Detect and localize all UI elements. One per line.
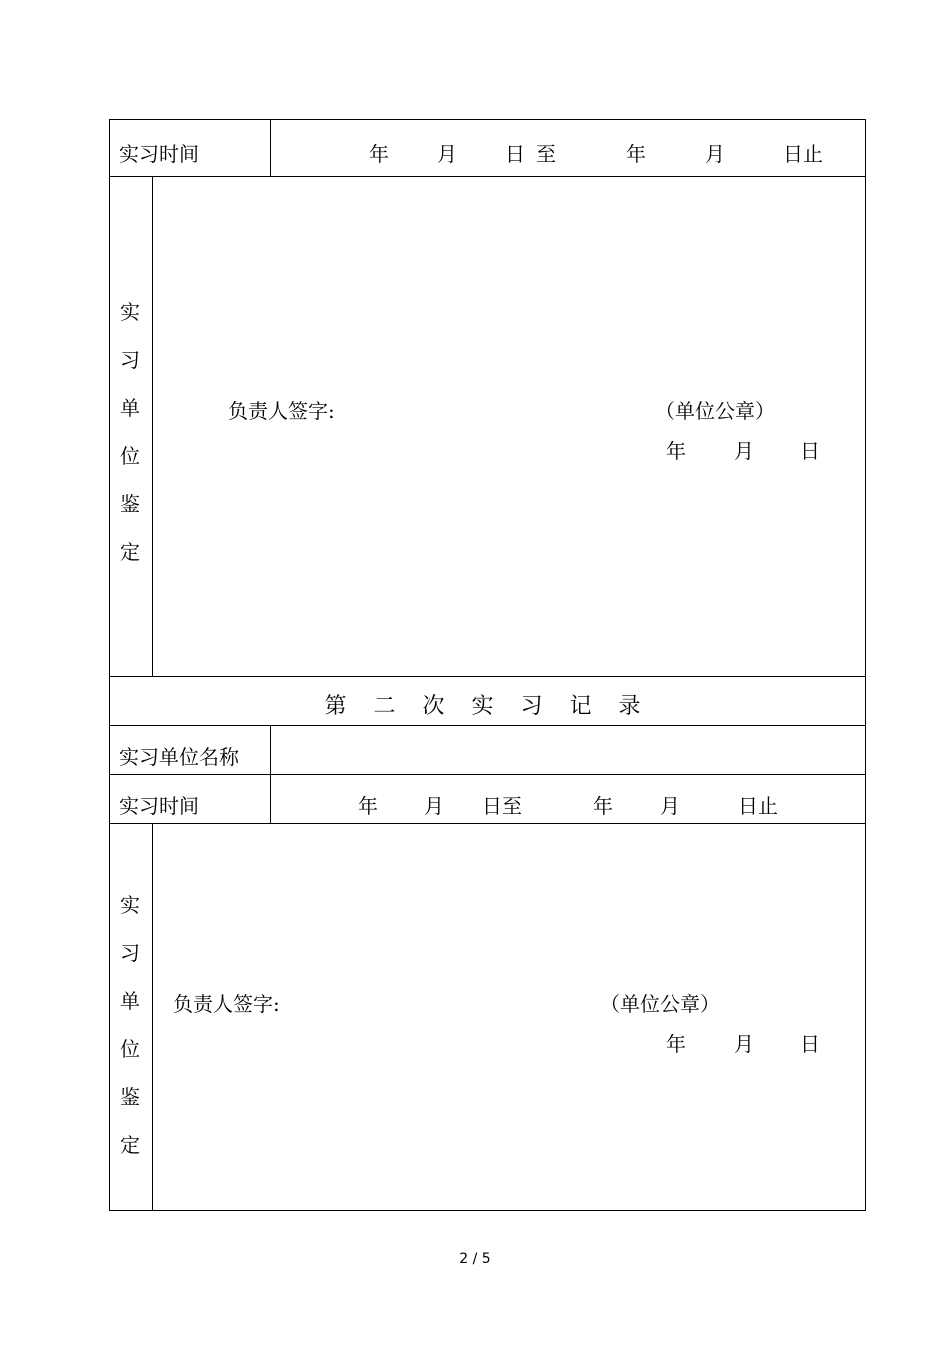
column-divider	[152, 176, 153, 676]
seal-date-month: 月	[734, 1032, 754, 1056]
appraisal-char: 位	[120, 1037, 140, 1061]
seal-date-day: 日	[800, 439, 820, 463]
second-record-title: 第 二 次 实 习 记 录	[324, 694, 651, 719]
appraisal-char: 位	[120, 444, 140, 468]
appraisal-vertical-label	[110, 881, 150, 1169]
appraisal-vertical-label	[110, 288, 150, 576]
appraisal-char: 鉴	[120, 492, 140, 516]
internship-record-form	[109, 119, 866, 1211]
start-month: 月	[424, 794, 444, 818]
seal-date-year: 年	[666, 1032, 686, 1056]
column-divider	[270, 120, 271, 176]
appraisal-char: 单	[120, 989, 140, 1013]
end-month: 月	[705, 142, 725, 166]
row-divider	[110, 823, 865, 824]
seal-date-year: 年	[666, 439, 686, 463]
unit-seal-label: （单位公章）	[655, 399, 775, 423]
row-divider	[110, 725, 865, 726]
start-year: 年	[358, 794, 378, 818]
time-label: 实习时间	[119, 142, 199, 166]
row-divider	[110, 676, 865, 677]
end-year: 年	[626, 142, 646, 166]
row-divider	[110, 774, 865, 775]
appraisal-char: 实	[120, 300, 140, 324]
time-label: 实习时间	[119, 794, 199, 818]
start-day: 日	[505, 142, 525, 166]
unit-name-label: 实习单位名称	[119, 745, 239, 769]
appraisal-char: 实	[120, 893, 140, 917]
appraisal-char: 鉴	[120, 1085, 140, 1109]
signer-label: 负责人签字:	[228, 399, 335, 423]
appraisal-char: 单	[120, 396, 140, 420]
to-label: 至	[536, 142, 556, 166]
row-divider	[110, 176, 865, 177]
signer-label: 负责人签字:	[173, 992, 280, 1016]
column-divider	[152, 823, 153, 1211]
appraisal-char: 定	[120, 540, 140, 564]
appraisal-char: 定	[120, 1133, 140, 1157]
page-indicator: 2 / 5	[459, 1251, 491, 1267]
start-month: 月	[437, 142, 457, 166]
unit-seal-label: （单位公章）	[600, 992, 720, 1016]
start-year: 年	[369, 142, 389, 166]
start-day: 日至	[482, 794, 522, 818]
end-day: 日止	[738, 794, 778, 818]
end-month: 月	[660, 794, 680, 818]
end-day: 日止	[783, 142, 823, 166]
end-year: 年	[593, 794, 613, 818]
seal-date-month: 月	[734, 439, 754, 463]
appraisal-char: 习	[120, 348, 140, 372]
appraisal-char: 习	[120, 941, 140, 965]
seal-date-day: 日	[800, 1032, 820, 1056]
